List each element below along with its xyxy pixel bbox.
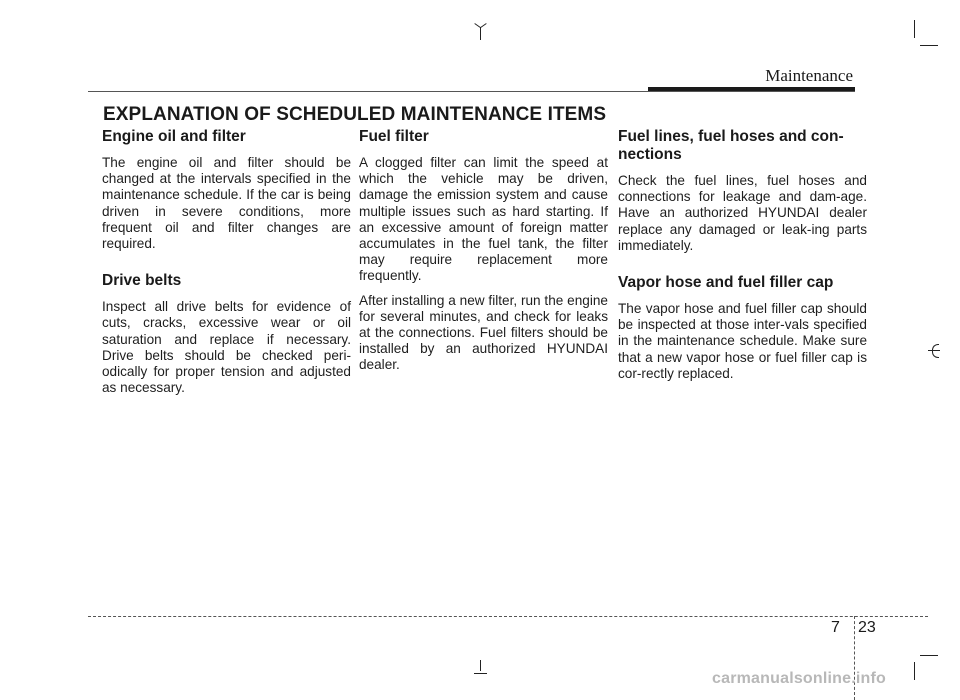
page-heading: EXPLANATION OF SCHEDULED MAINTENANCE ITEMS	[103, 104, 607, 125]
item-heading-fuel-filter: Fuel filter	[359, 128, 429, 145]
crop-mark-top-center-right	[480, 23, 486, 28]
item-text-fuel-filter-1: A clogged filter can limit the speed at which the vehicle may be driven, damage the emission system and cause multiple issues such as hard starting. If an excessive amount of foreign matter accumulates in the fuel tank, the filter may require replacement more frequently.	[359, 155, 608, 284]
crop-mark-bottom-center-v	[480, 660, 481, 671]
crop-mark-bottom-right-h	[920, 655, 938, 656]
crop-mark-top-right-v	[914, 20, 915, 38]
page-number: 23	[858, 619, 876, 636]
item-text-engine-oil: The engine oil and filter should be changed at the intervals specified in the maintenance schedule. If the car is being driven in severe conditions, more frequent oil and filter changes are required.	[102, 155, 351, 252]
item-heading-drive-belts: Drive belts	[102, 272, 182, 290]
crop-mark-bottom-right-v	[914, 662, 915, 680]
item-heading-vapor-hose: Vapor hose and fuel filler cap	[618, 274, 834, 292]
column-1	[102, 128, 351, 404]
crop-mark-top-right-h	[920, 45, 938, 46]
header-rule	[88, 91, 855, 92]
item-text-vapor-hose: The vapor hose and fuel filler cap should be inspected at those inter-vals specified in the maintenance schedule. Make sure that a new vapor hose or fuel filler cap is cor-rectly replaced.	[618, 301, 867, 381]
footer-rule	[88, 616, 928, 617]
item-text-fuel-lines: Check the fuel lines, fuel hoses and connections for leakage and dam-age. Have an authorized HYUNDAI dealer replace any damaged or leak-ing parts immediately.	[618, 173, 867, 253]
watermark: carmanualsonline.info	[712, 670, 887, 687]
item-text-drive-belts: Inspect all drive belts for evidence of cuts, cracks, excessive wear or oil saturation and replace if necessary. Drive belts should be checked peri-odically for proper tension and adjusted as necessary.	[102, 299, 351, 396]
crop-mark-right-middle-arc	[932, 344, 939, 358]
section-title: Maintenance	[765, 66, 853, 85]
column-3	[618, 128, 867, 390]
item-text-fuel-filter-2: After installing a new filter, run the engine for several minutes, and check for leaks at the connections. Fuel filters should be installed by an authorized HYUNDAI dealer.	[359, 292, 608, 373]
crop-mark-bottom-center-h	[474, 673, 487, 674]
item-heading-engine-oil: Engine oil and filter	[102, 128, 246, 145]
column-2	[359, 128, 608, 382]
item-heading-fuel-lines: Fuel lines, fuel hoses and con-nections	[618, 128, 844, 163]
crop-mark-top-center	[480, 27, 481, 40]
page-chapter-number: 7	[831, 619, 840, 636]
